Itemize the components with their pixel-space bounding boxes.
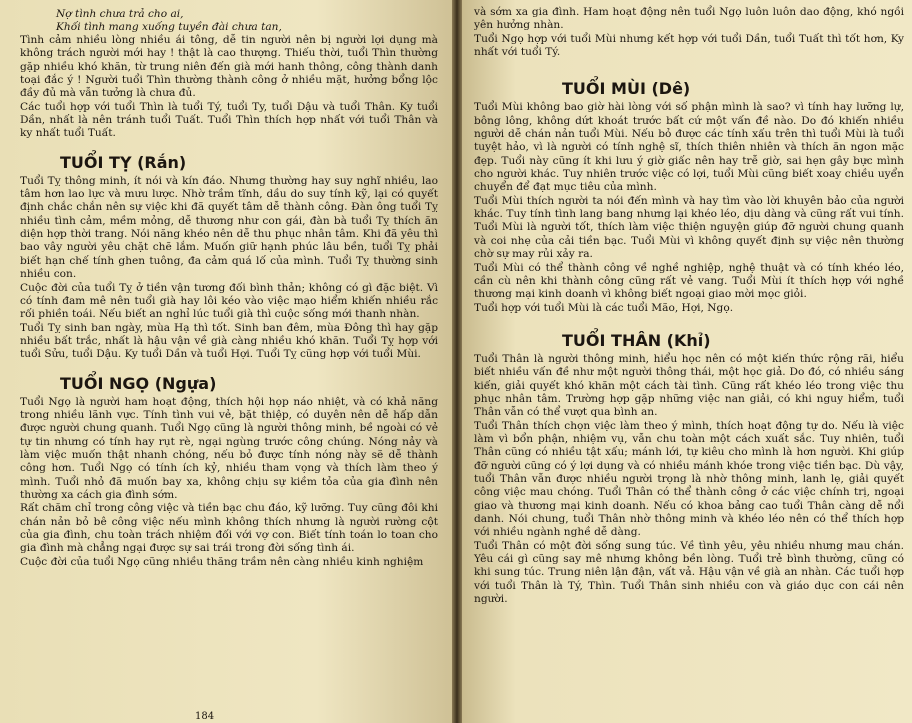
paragraph: Cuộc đời của tuổi Tỵ ở tiền vận tương đối bình thản; không có gì đặc biệt. Vì có tính đam mê nên tuổi già hay lôi kéo vào việc mạo hiểm khiến nhiều rắc rối phiền toái. Nếu biết an nghỉ lúc tuổi già thì cuộc sống mới thanh nhàn. <box>20 281 438 321</box>
left-page <box>0 0 452 723</box>
right-page <box>462 0 912 723</box>
section-heading-than: TUỔI THÂN (Khỉ) <box>562 330 711 350</box>
paragraph: Các tuổi hợp với tuổi Thìn là tuổi Tý, tuổi Ty, tuổi Dậu và tuổi Thân. Ky tuổi Dần, nhất là nên tránh tuổi Tuất. Tuổi Thìn thích hợp nhất với tuổi Thân và ky nhất tuổi Tuất. <box>20 100 438 140</box>
paragraph: Rất chăm chỉ trong công việc và tiền bạc chu đáo, kỹ lưỡng. Tuy cũng đôi khi chán nản bỏ bê công việc nếu mình không thích nhưng là người rường cột của gia đình, chu toàn trách nhiệm đối với vợ con. Biết tính toán lo toan cho gia đình mà chẳng ngại được sự sai trái trong đời sống tình ái. <box>20 502 438 555</box>
paragraph: Tuổi Tỵ thông minh, ít nói và kín đáo. Nhưng thường hay suy nghĩ nhiều, lao tâm hơn lao lực và mưu lược. Nhờ trầm tĩnh, dầu do suy tính kỹ, lại có quyết định chắc chắn nên sự việc khi đã quyết tâm dễ thành công. Đàn ông tuổi Tỵ nhiều tình cảm, mềm mỏng, dễ thương như con gái, đàn bà tuổi Tỵ thích ăn diện hợp thời trang. Nói năng khéo nên dễ thu phục nhân tâm. Khi đã yêu thì bao vây người yêu chặt chẽ lắm. Muốn giữ hạnh phúc lâu bền, tuổi Tỵ phải biết hạn chế tính ghen tuông, đa cảm quá lố của mình. Tuổi Tỵ thường sinh nhiều con. <box>20 174 438 281</box>
paragraph: Tuổi Thân có một đời sống sung túc. Về tình yêu, yêu nhiều nhưng mau chán. Yêu cái gì cũng say mê nhưng không bền lòng. Tuổi trẻ bình thường, cũng có khi sung túc. Trung niên lận đận, vất vả. Hậu vận về già an nhàn. Các tuổi hợp với tuổi Thân là Tý, Thìn. Tuổi Thân sinh nhiều con và giáo dục con cái nên người. <box>474 539 904 606</box>
poem-line: Nợ tình chưa trả cho ai, <box>56 8 184 20</box>
paragraph: Tình cảm nhiều lòng nhiều ái tông, dễ tin người nên bị người lợi dụng mà không trách người mới hay ! thật là cao thượng. Thiếu thời, tuổi Thìn thường gặp nhiều khó khăn, từ trung niên đến già mới hanh thông, công thành danh toại đắc ý ! Người tuổi Thìn thường thành công ở nhiều mặt, hưởng bổng lộc đầy đủ mà vẫn tưởng là chưa đủ. <box>20 34 438 100</box>
paragraph: Tuổi Ngọ là người ham hoạt động, thích hội họp náo nhiệt, và có khả năng trong nhiều lãnh vực. Tính tình vui vẻ, bặt thiệp, có duyên nên dễ hấp dẫn được người chung quanh. Tuổi Ngọ cũng là người thông minh, bề ngoài có vẻ tự tin nhưng có tính hay rụt rè, ngại ngùng trước công chúng. Nóng nảy và làm việc muốn thật nhanh chóng, nếu bỏ được tính nóng này sẽ dễ thành công hơn. Tuổi Ngọ có tính ích kỷ, nhiều tham vọng và thích làm theo ý mình. Tuổi nhỏ đã muốn bay xa, không chịu sự kiềm tỏa của gia đình nên thường xa cách gia đình sớm. <box>20 395 438 501</box>
poem-line: Khối tình mang xuống tuyền đài chưa tan, <box>56 21 282 33</box>
paragraph: Tuổi Mùi không bao giờ hài lòng với số phận mình là sao? vì tính hay lưỡng lự, bông lông, không dứt khoát trước bất cứ một vấn đề nào. Do đó khiến nhiều người dễ chán nản tuổi Mùi. Nếu bỏ được các tính xấu trên thì tuổi Mùi là tuổi tuyệt hảo, vì là người có tính nghệ sĩ, thích thiên nhiên và thích ăn ngon mặc đẹp. Tuổi này cũng ít khi lưu ý giờ giấc nên hay trễ giờ, sai hẹn gây bực mình cho người khác. Tuy nhiên trước việc có lợi, tuổi Mùi cũng biết xoay chiều uyển chuyển để đạt mục tiêu của mình. <box>474 101 904 194</box>
paragraph: Tuổi Thân là người thông minh, hiểu học nên có một kiến thức rộng rãi, hiểu biết nhiều vấn đề như một người thông thái, một học giả. Do đó, có nhiều sáng kiến, giải quyết khó khăn một cách tài tình. Cũng rất khéo léo trong việc thu phục nhân tâm. Trường hợp gặp những việc nan giải, có khi nguy hiểm, tuổi Thân vẫn có thể vượt qua bình an. <box>474 352 904 419</box>
paragraph: Tuổi Mùi có thể thành công về nghề nghiệp, nghệ thuật và có tính khéo léo, cần cù nên khi thành công cũng rất vẻ vang. Tuổi Mùi ít thích hợp với nghề thương mại kinh doanh vì không biết ngoại giao mời mọc giỏi. <box>474 261 904 301</box>
paragraph: Cuộc đời của tuổi Ngọ cũng nhiều thăng trầm nên càng nhiều kinh nghiệm <box>20 555 424 568</box>
paragraph: Tuổi Tỵ sinh ban ngày, mùa Hạ thì tốt. Sinh ban đêm, mùa Đông thì hay gặp nhiều bất trắc, nhất là hậu vận về già càng nhiều khó khăn. Tuổi Tỵ hợp với tuổi Sửu, tuổi Dậu. Ky tuổi Dần và tuổi Hợi. Tuổi Tỵ cũng hợp với tuổi Mùi. <box>20 321 438 361</box>
paragraph: và sớm xa gia đình. Ham hoạt động nên tuổi Ngọ luôn luôn dao động, khó ngồi yên hưởng nhàn. <box>474 6 904 32</box>
paragraph: Tuổi Ngọ hợp với tuổi Mùi nhưng kết hợp với tuổi Dần, tuổi Tuất thì tốt hơn, Ky nhất với tuổi Tý. <box>474 32 904 59</box>
page-number: 184 <box>195 711 215 722</box>
section-heading-ty: TUỔI TỴ (Rắn) <box>60 152 187 172</box>
paragraph: Tuổi hợp với tuổi Mùi là các tuổi Mão, Hợi, Ngọ. <box>474 301 734 314</box>
paragraph: Tuổi Mùi thích người ta nói đến mình và hay tìm vào lời khuyên bảo của người khác. Tuy tính tình lang bang nhưng lại khéo léo, dịu dàng và cũng rất vui tính. Tuổi Mùi là người tốt, thích làm việc thiện nguyện giúp đỡ người chung quanh và coi nhẹ của cải tiền bạc. Tuổi Mùi vì không quyết định sự việc nên thường chờ sự may rủi xảy ra. <box>474 194 904 261</box>
book-gutter <box>452 0 462 723</box>
section-heading-ngo: TUỔI NGỌ (Ngựa) <box>60 373 217 393</box>
paragraph: Tuổi Thân thích chọn việc làm theo ý mình, thích hoạt động tự do. Nếu là việc làm vì bổn phận, nhiệm vụ, vẫn chu toàn một cách xuất sắc. Tuy nhiên, tuổi Thân cũng có nhiều tật xấu; mánh lới, tự kiêu cho mình là hơn người. Khi giúp đỡ người cũng có ý lợi dụng và có nhiều mánh khóe trong việc tiền bạc. Dù vậy, tuổi Thân vẫn được nhiều người trọng là nhờ thông minh, lanh lẹ, giải quyết công việc mau chóng. Tuổi Thân có thể thành công ở các việc chính trị, ngoại giao và thương mại kinh doanh. Nếu có khoa bảng cao tuổi Thân càng dễ nổi danh. Nói chung, tuổi Thân nhờ thông minh và khéo léo nên có thể thích hợp với nhiều ngành nghề dễ dàng. <box>474 419 904 539</box>
section-heading-mui: TUỔI MÙI (Dê) <box>562 79 691 99</box>
